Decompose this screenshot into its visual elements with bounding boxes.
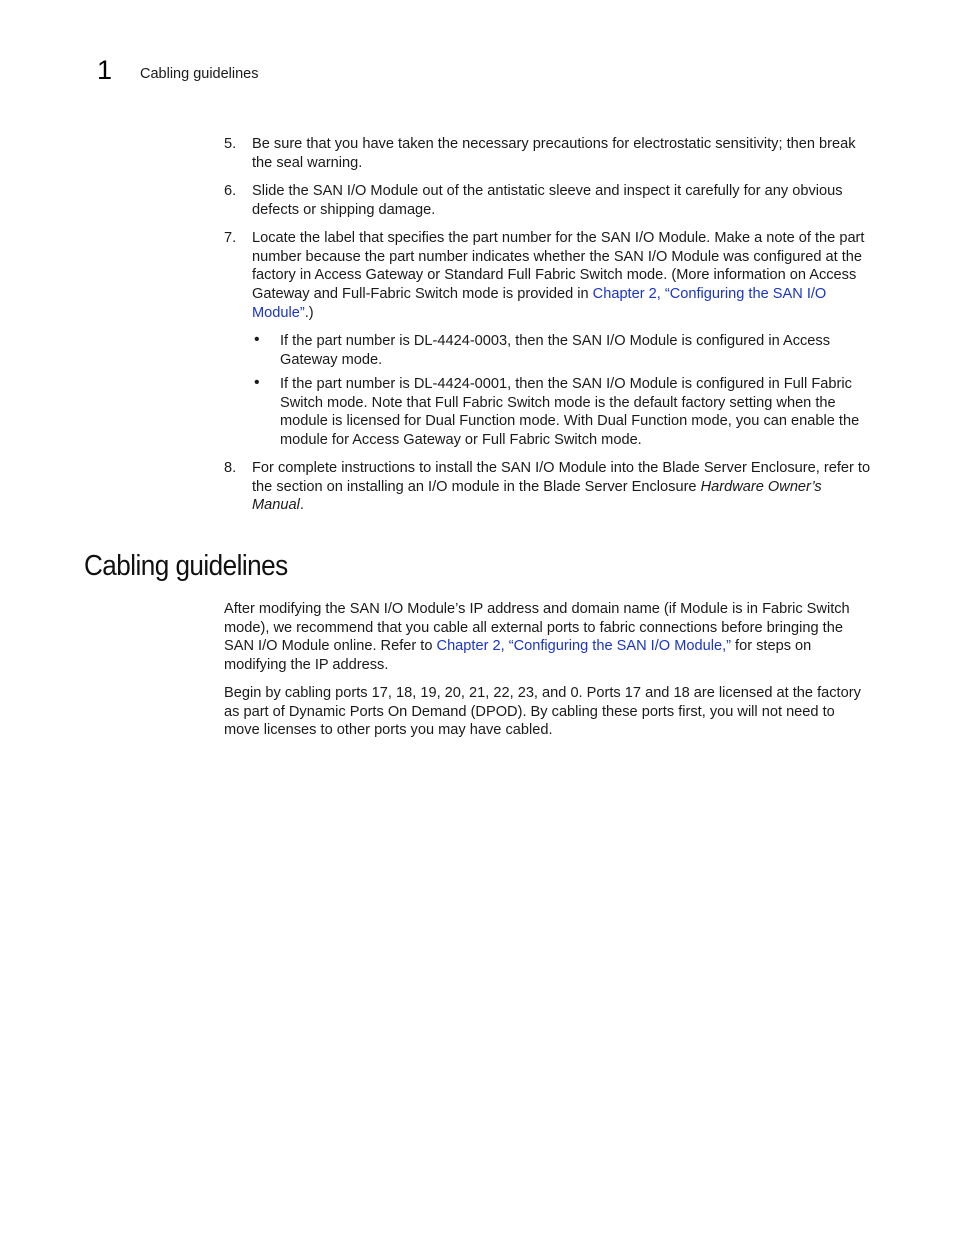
bullet-item: [252, 375, 874, 450]
paragraph: [224, 600, 874, 675]
chapter-2-link[interactable]: Chapter 2, “Configuring the SAN I/O Module”: [252, 286, 827, 321]
chapter-number: 1: [97, 55, 113, 85]
step-text-part: .): [304, 304, 314, 321]
running-title: Cabling guidelines: [140, 66, 259, 82]
step-text: [252, 459, 874, 515]
paragraph-text: After modifying the SAN I/O Module’s IP address and domain name (if Module is in Fabric Switch mode), we recommend that you cable all external ports to fabric connections before bringing the SAN I/O Module online. Refer to: [224, 601, 850, 655]
bullet-text: If the part number is DL-4424-0003, then the SAN I/O Module is configured in Access Gateway mode.: [280, 333, 830, 368]
step-number: 5.: [224, 136, 237, 152]
step-text-part: .: [299, 497, 304, 514]
step-text: Slide the SAN I/O Module out of the antistatic sleeve and inspect it carefully for any obvious defects or shipping damage.: [252, 183, 843, 218]
step-text: [252, 229, 874, 323]
bullet-item: [252, 332, 874, 369]
step-text-part: For complete instructions to install the SAN I/O Module into the Blade Server Enclosure, refer to the section on installing an I/O module in the Blade Server Enclosure: [252, 460, 871, 495]
step-number: 8.: [224, 460, 237, 476]
step-text: Be sure that you have taken the necessary precautions for electrostatic sensitivity; then break the seal warning.: [252, 136, 856, 171]
step-8: [224, 459, 874, 515]
step-number: 7.: [224, 230, 237, 246]
step-text-part: Locate the label that specifies the part number for the SAN I/O Module. Make a note of the part number because the part number indicates whether the SAN I/O Module was configured at the factory in Access Gateway or Standard Full Fabric Switch mode. (More information on Access Gateway and Full-Fabric Switch mode is provided in: [252, 230, 865, 303]
step-number: 6.: [224, 183, 237, 199]
step-7: [224, 229, 874, 323]
bullet-icon: •: [254, 331, 260, 348]
bullet-text: If the part number is DL-4424-0001, then the SAN I/O Module is configured in Full Fabric Switch mode. Note that Full Fabric Switch mode is the default factory setting when the module is licensed for Dual Function mode. With Dual Function mode, you can enable the module for Access Gateway or Full Fabric Switch mode.: [280, 376, 860, 449]
section-heading: Cabling guidelines: [84, 550, 288, 582]
manual-title: Hardware Owner’s Manual: [252, 478, 822, 514]
paragraph-text: for steps on modifying the IP address.: [224, 638, 812, 674]
step-5: [224, 135, 874, 172]
bullet-icon: •: [254, 374, 260, 391]
step-6: [224, 182, 874, 219]
paragraph: Begin by cabling ports 17, 18, 19, 20, 21, 22, 23, and 0. Ports 17 and 18 are licensed at the factory as part of Dynamic Ports On Demand (DPOD). By cabling these ports first, you will not need to move licenses to other ports you may have cabled.: [224, 685, 861, 739]
chapter-2-link[interactable]: Chapter 2, “Configuring the SAN I/O Module,”: [436, 638, 731, 655]
